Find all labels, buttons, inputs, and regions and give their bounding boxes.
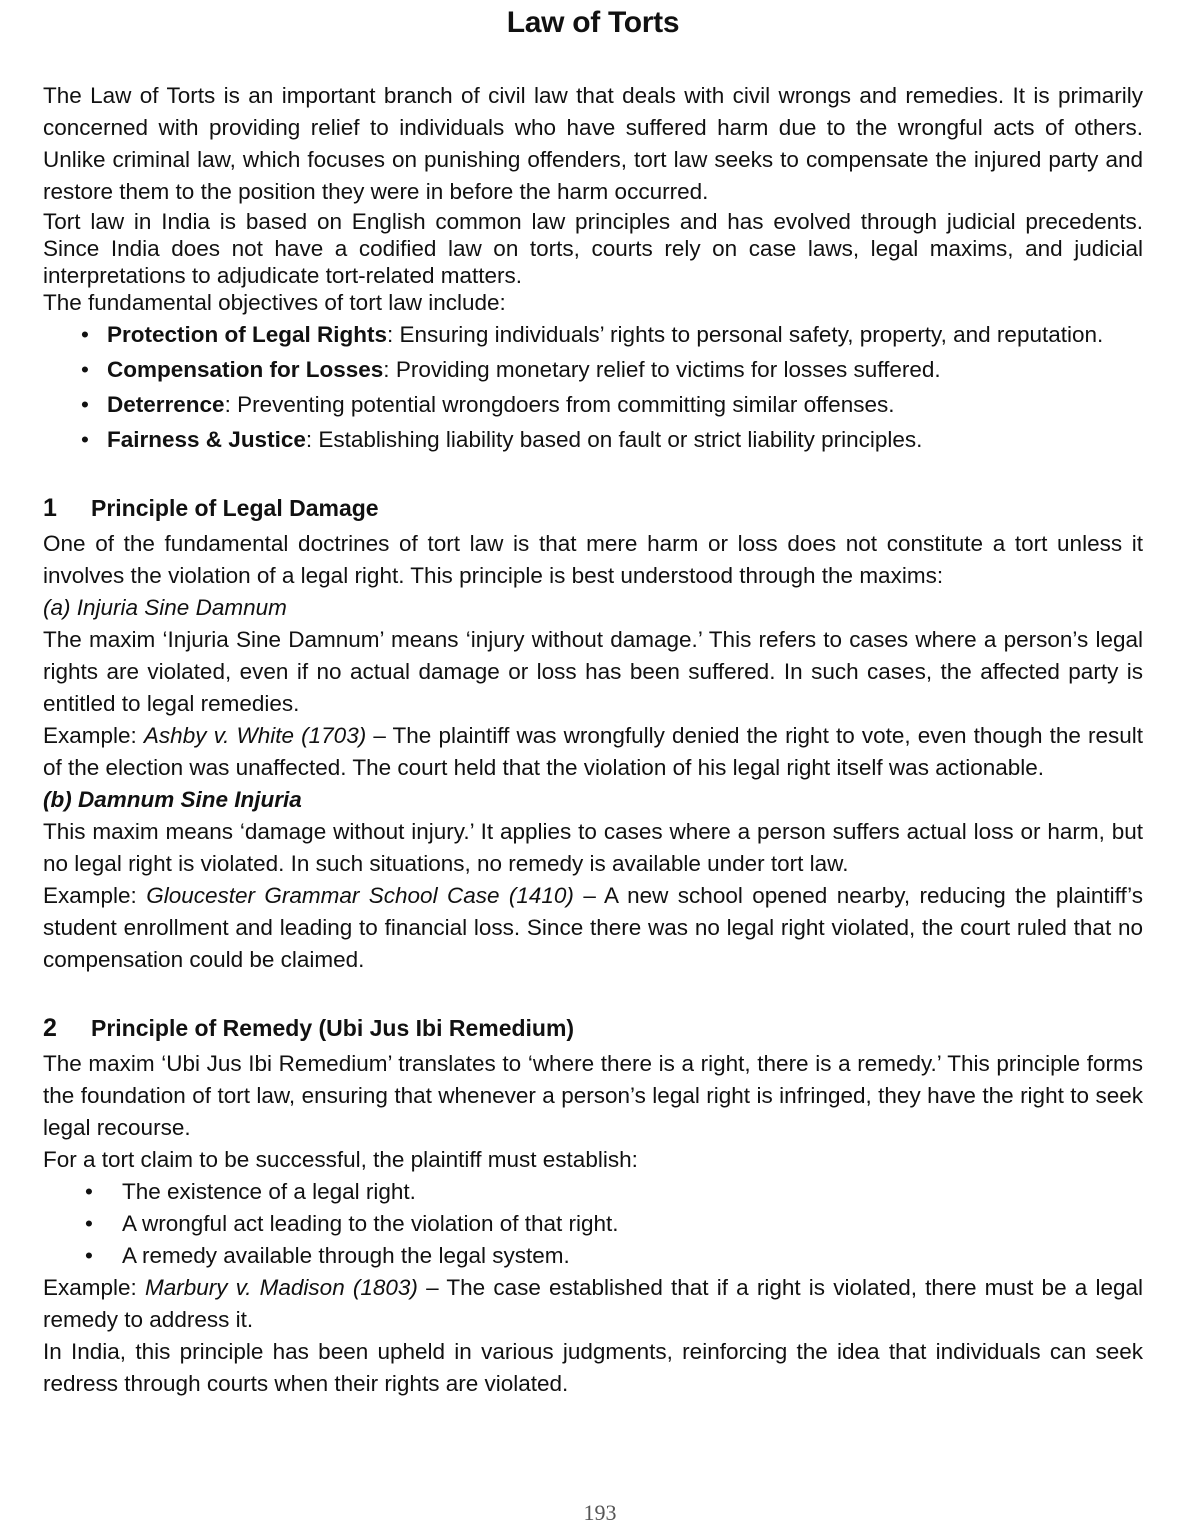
objective-term: Protection of Legal Rights (107, 322, 388, 347)
requirements-list (43, 1176, 1143, 1272)
section-number: 1 (43, 494, 57, 522)
intro-paragraph-india: Tort law in India is based on English common law principles and has evolved through judicial precedents. Since India does not have a codified law on torts, courts rely on case laws, legal maxims, and judicial interpretations to adjudicate tort-related matters. (43, 209, 1143, 288)
list-item: • Fairness & Justice: Establishing liability based on fault or strict liability principles. (43, 423, 1143, 456)
objective-text: Providing monetary relief to victims for losses suffered. (395, 357, 941, 382)
objective-text: Ensuring individuals’ rights to personal safety, property, and reputation. (399, 322, 1104, 347)
objective-text: Preventing potential wrongdoers from committing similar offenses. (237, 392, 895, 417)
section-paragraph: The maxim ‘Ubi Jus Ibi Remedium’ translates to ‘where there is a right, there is a remedy.’ This principle forms the foundation of tort law, ensuring that whenever a person’s legal right is infringed, they have the right to seek legal recourse. (43, 1051, 1143, 1140)
case-name: Ashby v. White (1703) (143, 723, 367, 748)
list-item: • Compensation for Losses: Providing monetary relief to victims for losses suffered. (43, 353, 1143, 386)
case-name: Gloucester Grammar School Case (1410) (146, 883, 574, 908)
section-paragraph: The maxim ‘Injuria Sine Damnum’ means ‘injury without damage.’ This refers to cases where a person’s legal rights are violated, even if no actual damage or loss has been suffered. In such cases, the affected party is entitled to legal remedies. (43, 627, 1143, 716)
section-paragraph: For a tort claim to be successful, the plaintiff must establish: (43, 1147, 638, 1172)
objectives-list (43, 318, 1143, 456)
objective-term: Deterrence (107, 392, 225, 417)
subheading-injuria-sine-damnum: (a) Injuria Sine Damnum (43, 595, 287, 620)
document-page (43, 0, 1143, 1400)
list-item: • Protection of Legal Rights: Ensuring individuals’ rights to personal safety, property, and reputation. (43, 318, 1143, 351)
intro-paragraph: The Law of Torts is an important branch of civil law that deals with civil wrongs and remedies. It is primarily concerned with providing relief to individuals who have suffered harm due to the wrongful acts of others. Unlike criminal law, which focuses on punishing offenders, tort law seeks to compensate the injured party and restore them to the position they were in before the harm occurred. (43, 83, 1143, 204)
section-title: Principle of Legal Damage (91, 495, 379, 521)
section-paragraph: This maxim means ‘damage without injury.’ It applies to cases where a person suffers actual loss or harm, but no legal right is violated. In such situations, no remedy is available under tort law. (43, 819, 1143, 876)
page-number: 193 (583, 1500, 617, 1525)
subheading-damnum-sine-injuria: (b) Damnum Sine Injuria (43, 787, 302, 812)
list-item: • A remedy available through the legal system. (43, 1240, 1143, 1272)
section-heading-legal-damage (43, 492, 1143, 524)
section-paragraph: One of the fundamental doctrines of tort law is that mere harm or loss does not constitute a tort unless it involves the violation of a legal right. This principle is best understood through the maxims: (43, 531, 1143, 588)
example-paragraph: Example: Ashby v. White (1703) – The plaintiff was wrongfully denied the right to vote, even though the result of the election was unaffected. The court held that the violation of his legal right itself was actionable. (43, 723, 1144, 780)
section-heading-remedy (43, 1012, 1143, 1044)
objectives-lead: The fundamental objectives of tort law include: (43, 290, 506, 315)
list-item: • The existence of a legal right. (43, 1176, 1143, 1208)
page-title: Law of Torts (506, 6, 680, 39)
objective-term: Compensation for Losses (107, 357, 384, 382)
list-item: • Deterrence: Preventing potential wrongdoers from committing similar offenses. (43, 388, 1143, 421)
section-number: 2 (43, 1014, 57, 1042)
example-paragraph: Example: Gloucester Grammar School Case (1410) – A new school opened nearby, reducing the plaintiff’s student enrollment and leading to financial loss. Since there was no legal right violated, the court ruled that no compensation could be claimed. (43, 883, 1143, 972)
section-paragraph: In India, this principle has been upheld in various judgments, reinforcing the idea that individuals can seek redress through courts when their rights are violated. (43, 1339, 1143, 1396)
objective-term: Fairness & Justice (107, 427, 306, 452)
list-item: • A wrongful act leading to the violation of that right. (43, 1208, 1143, 1240)
section-title: Principle of Remedy (Ubi Jus Ibi Remedium) (91, 1015, 575, 1041)
example-paragraph: Example: Marbury v. Madison (1803) – The case established that if a right is violated, there must be a legal remedy to address it. (43, 1275, 1143, 1332)
case-name: Marbury v. Madison (1803) (144, 1275, 418, 1300)
objective-text: Establishing liability based on fault or strict liability principles. (318, 427, 923, 452)
